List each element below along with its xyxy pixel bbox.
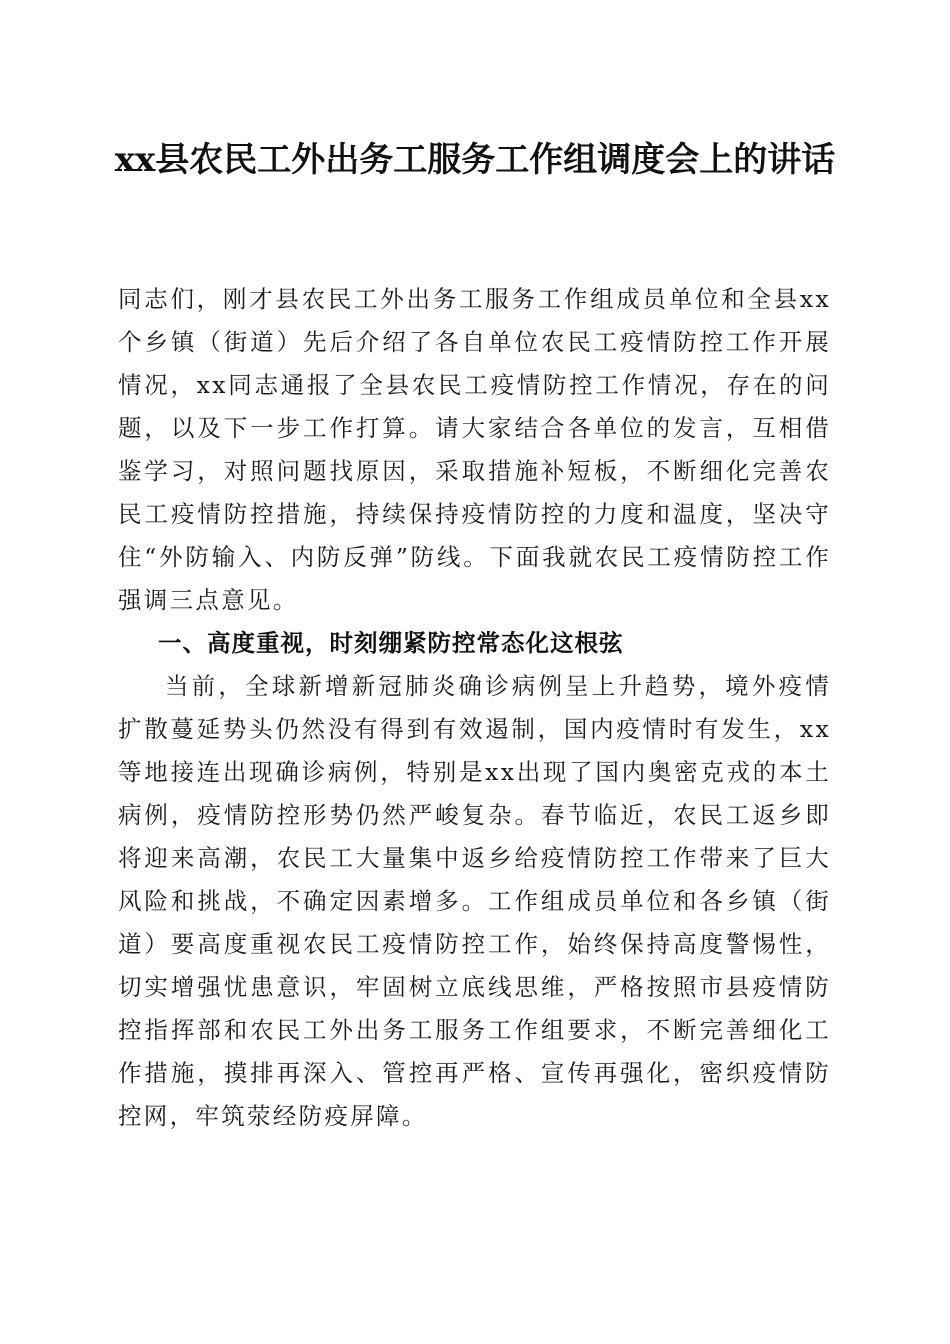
document-body: [118, 278, 831, 1138]
intro-paragraph: 同志们，刚才县农民工外出务工服务工作组成员单位和全县xx个乡镇（街道）先后介绍了各自单位农民工疫情防控工作开展情况，xx同志通报了全县农民工疫情防控工作情况，存在的问题，以及下一步工作打算。请大家结合各单位的发言，互相借鉴学习，对照问题找原因，采取措施补短板，不断细化完善农民工疫情防控措施，持续保持疫情防控的力度和温度，坚决守住“外防输入、内防反弹”防线。下面我就农民工疫情防控工作强调三点意见。: [118, 285, 831, 614]
section-heading-1: 一、高度重视，时刻绷紧防控常态化这根弦: [158, 629, 624, 657]
section-1-paragraph: 当前，全球新增新冠肺炎确诊病例呈上升趋势，境外疫情扩散蔓延势头仍然没有得到有效遏制，国内疫情时有发生，xx等地接连出现确诊病例，特别是xx出现了国内奥密克戎的本土病例，疫情防控形势仍然严峻复杂。春节临近，农民工返乡即将迎来高潮，农民工大量集中返乡给疫情防控工作带来了巨大风险和挑战，不确定因素增多。工作组成员单位和各乡镇（街道）要高度重视农民工疫情防控工作，始终保持高度警惕性，切实增强忧患意识，牢固树立底线思维，严格按照市县疫情防控指挥部和农民工外出务工服务工作组要求，不断完善细化工作措施，摸排再深入、管控再严格、宣传再强化，密织疫情防控网，牢筑荥经防疫屏障。: [118, 672, 831, 1130]
document-title: xx县农民工外出务工服务工作组调度会上的讲话: [114, 140, 836, 180]
